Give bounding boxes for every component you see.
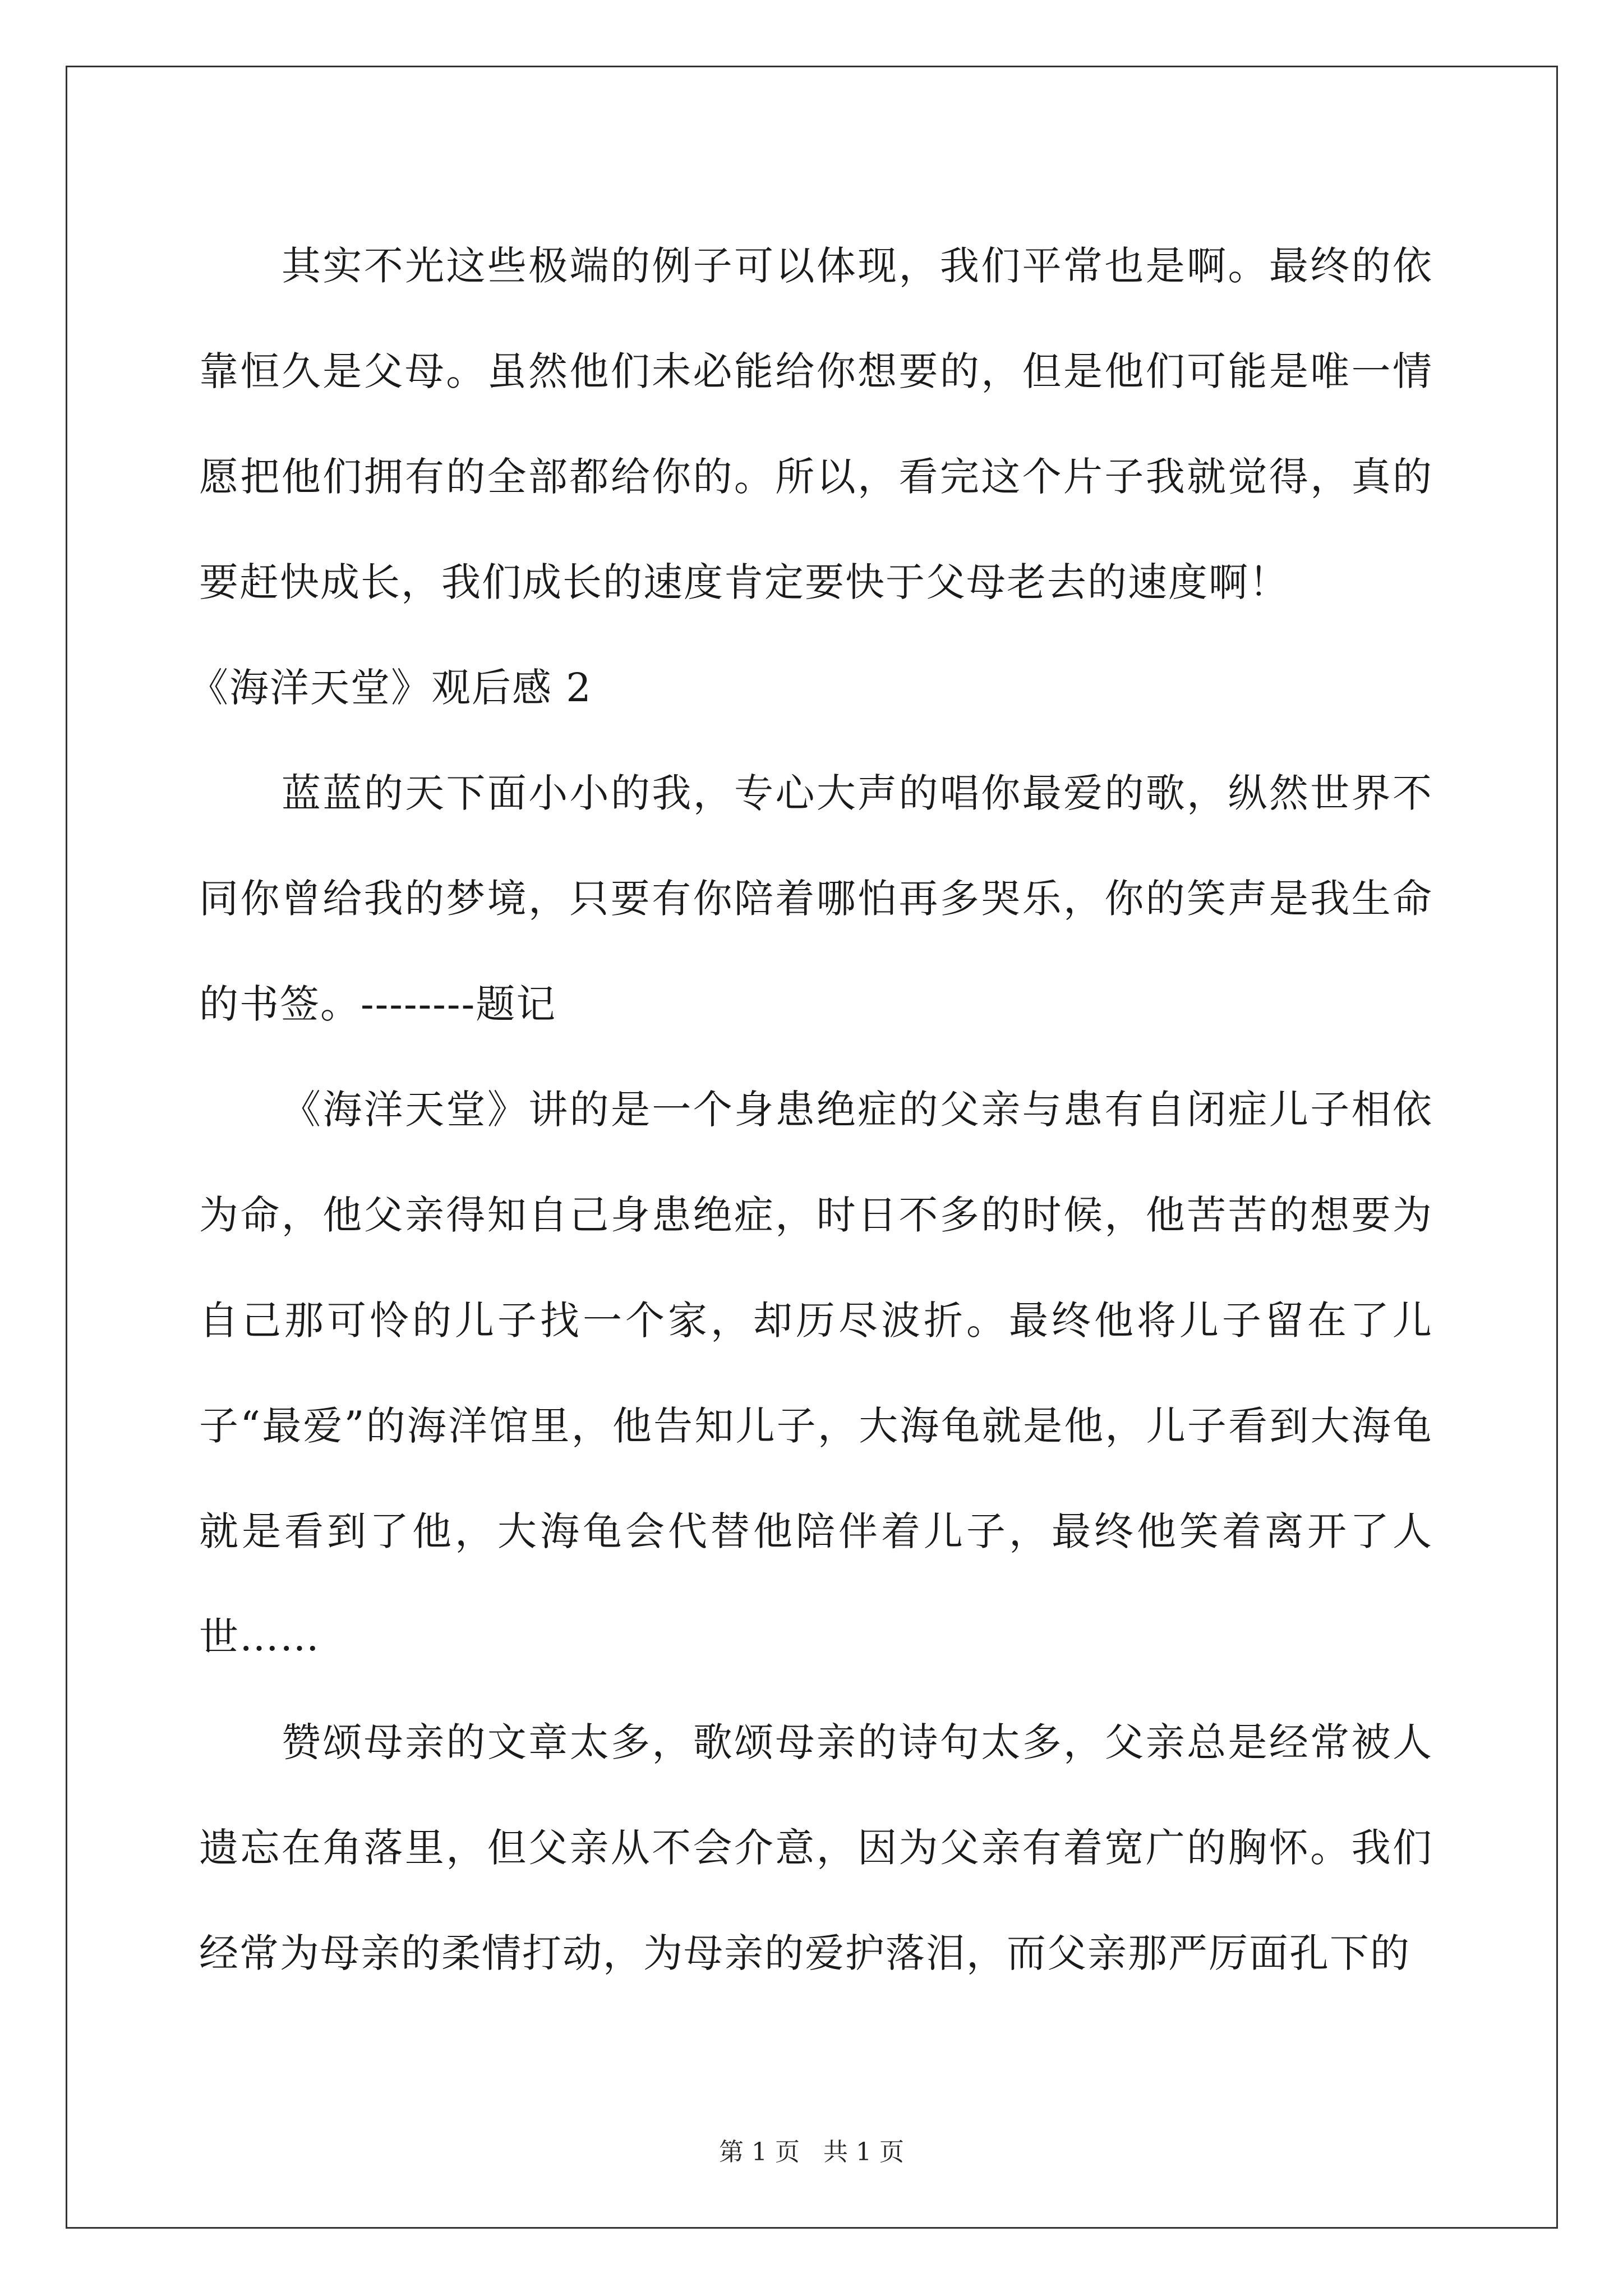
paragraph-2: 蓝蓝的天下面小小的我，专心大声的唱你最爱的歌，纵然世界不同你曾给我的梦境，只要有你陪着哪怕再多哭乐，你的笑声是我生命的书签。--------题记 [199,770,1433,1027]
page-footer [0,2132,1623,2168]
page-total: 共 1 页 [823,2138,904,2166]
page-number: 第 1 页 [719,2138,800,2166]
paragraph-3: 《海洋天堂》讲的是一个身患绝症的父亲与患有自闭症儿子相依为命，他父亲得知自己身患绝症，时日不多的时候，他苦苦的想要为自己那可怜的儿子找一个家，却历尽波折。最终他将儿子留在了儿子“最爱”的海洋馆里，他告知儿子，大海龟就是他，儿子看到大海龟就是看到了他，大海龟会代替他陪伴着儿子，最终他笑着离开了人世…… [199,1087,1433,1660]
section-heading: 《海洋天堂》观后感 2 [189,665,592,711]
paragraph-4: 赞颂母亲的文章太多，歌颂母亲的诗句太多，父亲总是经常被人遗忘在角落里，但父亲从不会介意，因为父亲有着宽广的胸怀。我们经常为母亲的柔情打动，为母亲的爱护落泪，而父亲那严厉面孔下的 [199,1719,1433,1976]
document-body [189,213,1433,2006]
paragraph-1: 其实不光这些极端的例子可以体现，我们平常也是啊。最终的依靠恒久是父母。虽然他们未必能给你想要的，但是他们可能是唯一情愿把他们拥有的全部都给你的。所以，看完这个片子我就觉得，真的要赶快成长，我们成长的速度肯定要快于父母老去的速度啊！ [199,243,1433,605]
